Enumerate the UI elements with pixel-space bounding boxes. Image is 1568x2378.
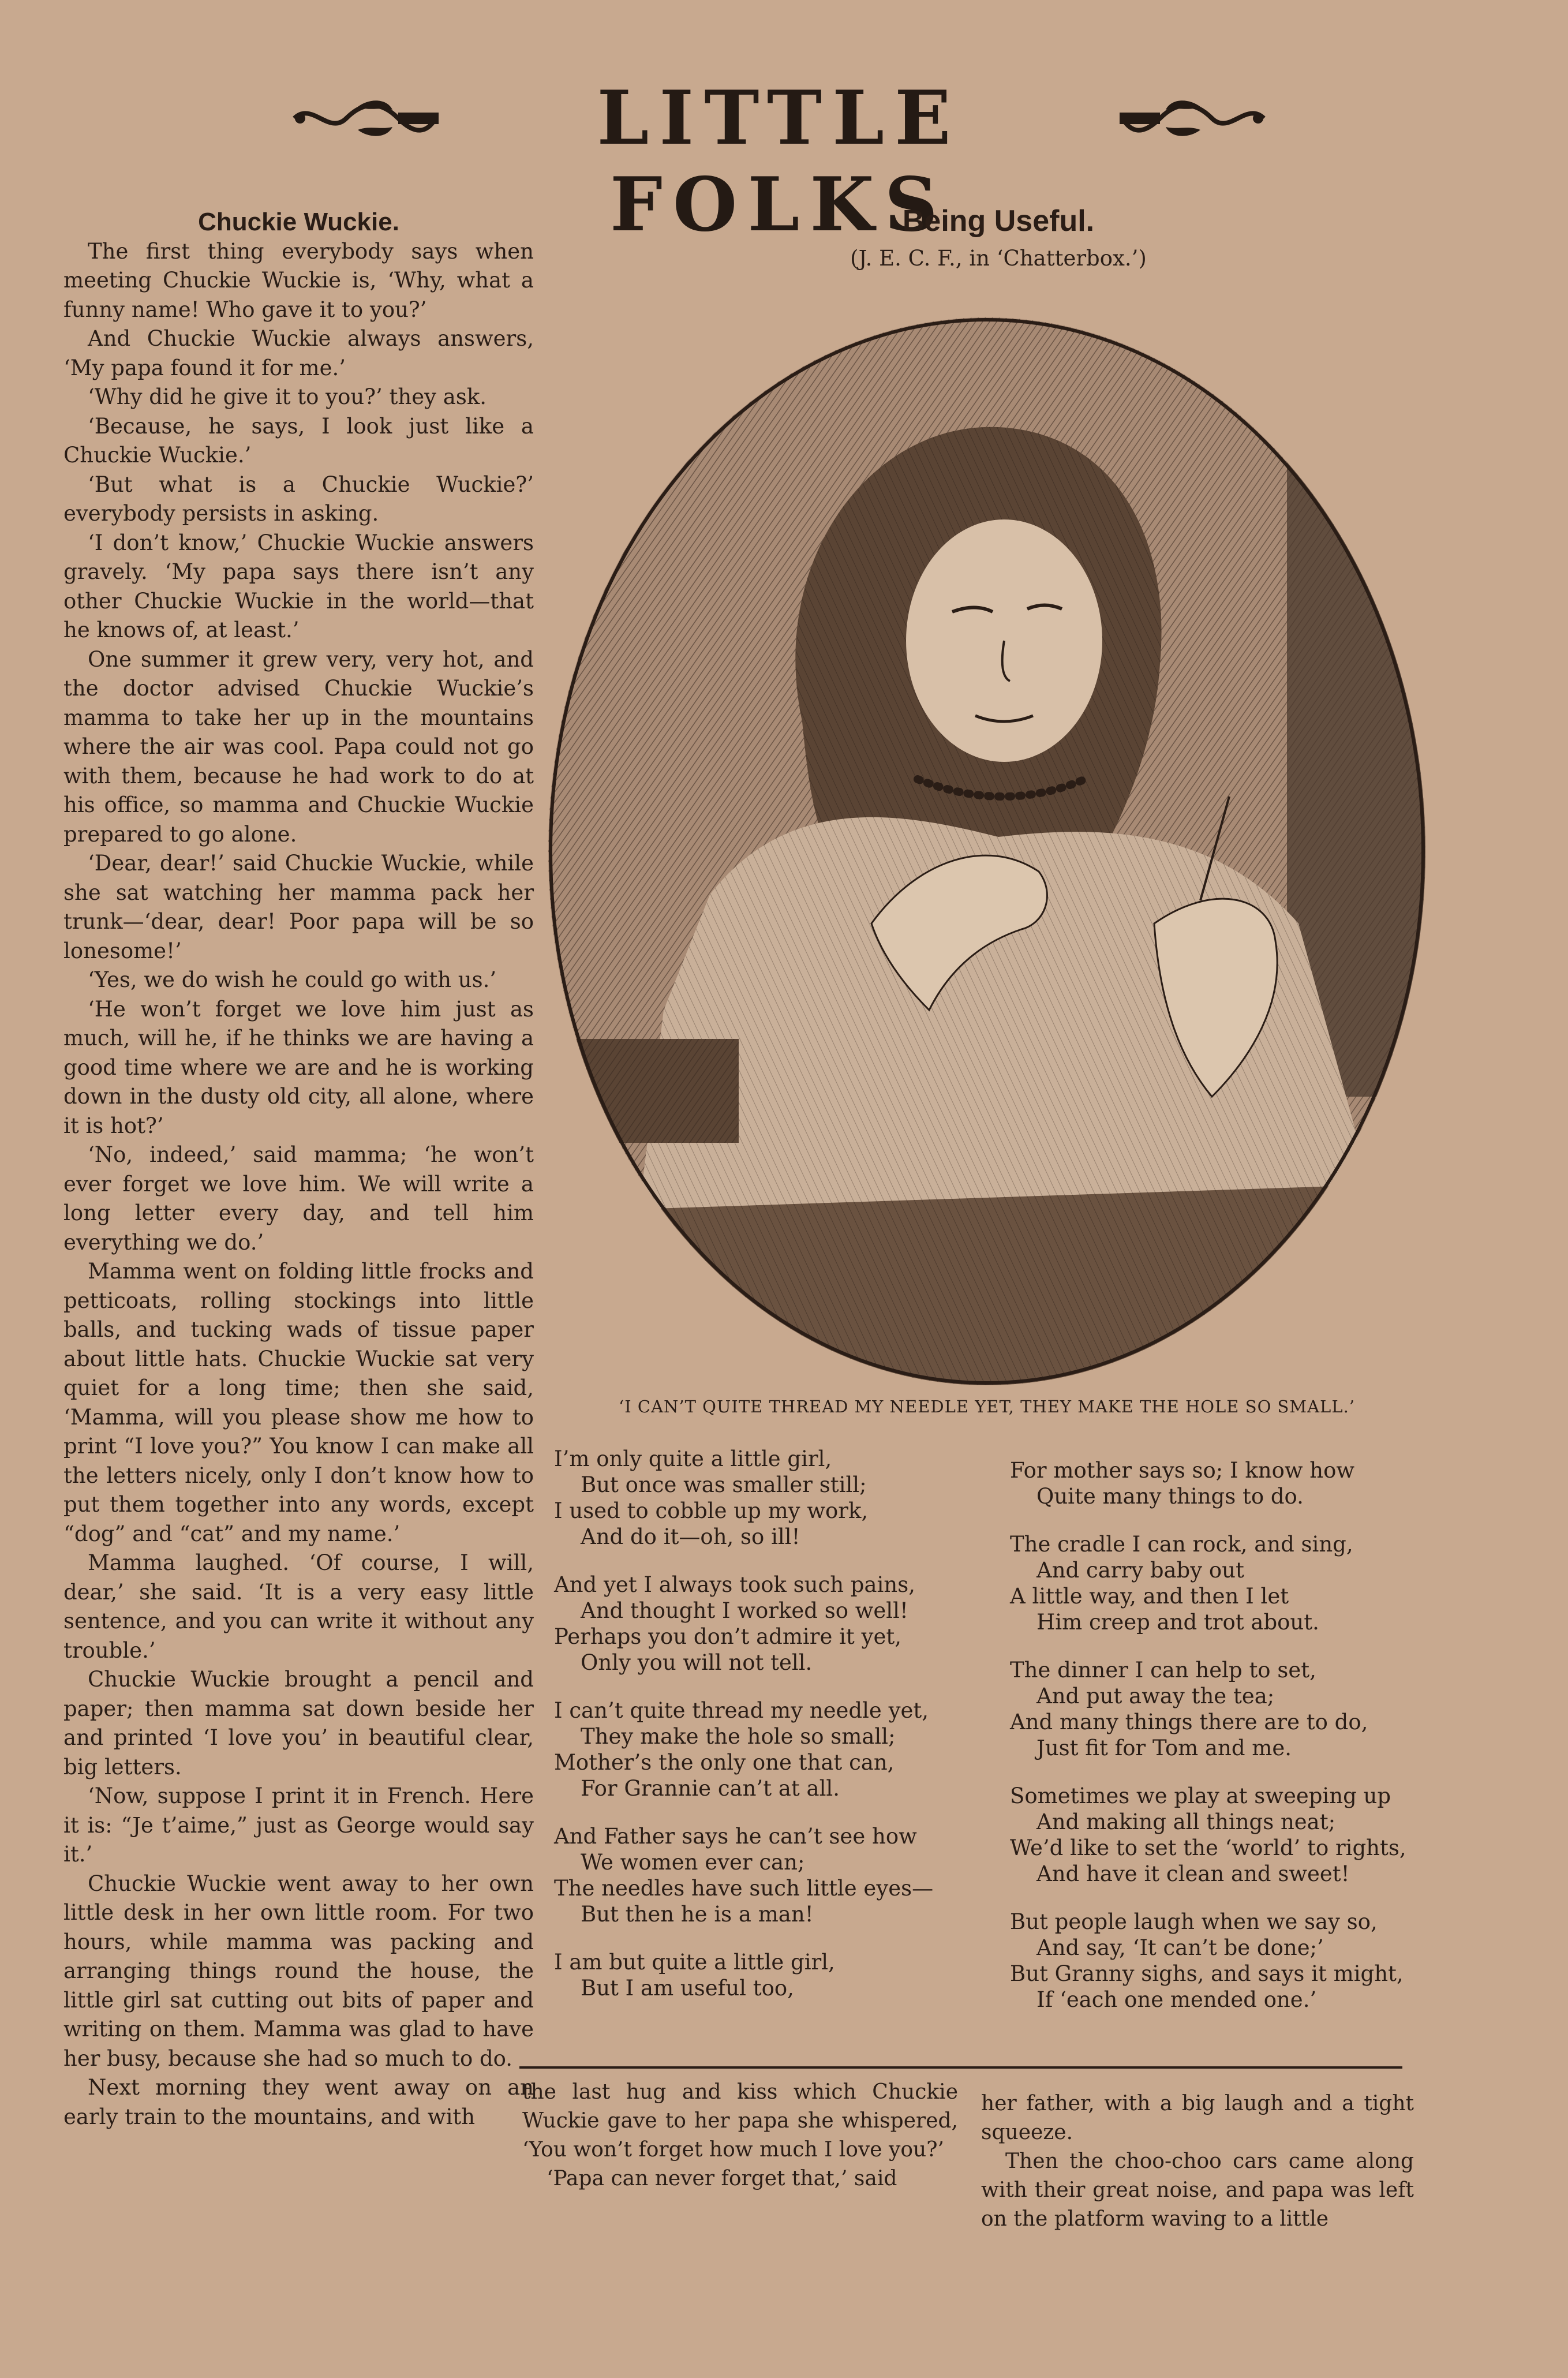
story-paragraph: ‘Why did he give it to you?’ they ask. — [88, 384, 487, 409]
poem-line: I am but quite a little girl, — [554, 1950, 835, 1975]
poem-stanza — [1010, 1909, 1425, 2013]
poem-stanza — [1010, 1783, 1425, 1887]
story-paragraph: ‘Papa can never forget that,’ said — [547, 2167, 897, 2190]
poem-line: And making all things neat; — [1036, 1809, 1336, 1834]
story-continuation-right — [981, 2089, 1414, 2234]
left-flourish-ornament — [289, 95, 439, 141]
poem-line: But I am useful too, — [581, 1976, 794, 2001]
poem-line: For Grannie can’t at all. — [581, 1776, 840, 1801]
poem-line: I can’t quite thread my needle yet, — [554, 1698, 929, 1723]
poem-stanza — [554, 1446, 993, 1550]
story-paragraph: ‘Now, suppose I print it in French. Here it is: “Je t’aime,” just as George would say it.’ — [63, 1784, 534, 1867]
story-continuation-middle — [522, 2078, 958, 2193]
poem-line: The cradle I can rock, and sing, — [1010, 1532, 1353, 1557]
poem-stanza — [1010, 1531, 1425, 1635]
poem-line: Mother’s the only one that can, — [554, 1750, 895, 1775]
poem-line: And do it—oh, so ill! — [581, 1524, 800, 1549]
poem-stanza — [1010, 1657, 1425, 1761]
poem-line: But once was smaller still; — [581, 1472, 867, 1497]
girl-threading-needle-engraving — [548, 317, 1425, 1385]
poem-stanza — [554, 1823, 993, 1927]
poem-line: And yet I always took such pains, — [554, 1572, 915, 1597]
poem-line: I’m only quite a little girl, — [554, 1446, 832, 1471]
poem-line: Perhaps you don’t admire it yet, — [554, 1624, 901, 1649]
poem-line: Quite many things to do. — [1036, 1484, 1304, 1509]
poem-line: Him creep and trot about. — [1036, 1610, 1319, 1635]
poem-stanza — [1010, 1457, 1425, 1509]
poem-line: And thought I worked so well! — [581, 1598, 908, 1623]
story-paragraph: Mamma laughed. ‘Of course, I will, dear,’ she said. ‘It is a very easy little sentence, and you can write it without any trouble.’ — [63, 1550, 534, 1663]
poem-column-right — [1010, 1457, 1425, 2035]
section-masthead-title: LITTLE FOLKS — [597, 75, 961, 248]
poem-column-left — [554, 1446, 993, 2023]
poem-title: Being Useful. — [902, 204, 1095, 238]
poem-line: And say, ‘It can’t be done;’ — [1036, 1935, 1324, 1960]
poem-stanza — [554, 1697, 993, 1801]
section-divider-rule — [519, 2066, 1402, 2069]
story-title: Chuckie Wuckie. — [198, 208, 399, 236]
story-paragraph: ‘Because, he says, I look just like a Chuckie Wuckie.’ — [63, 413, 534, 468]
poem-line: A little way, and then I let — [1010, 1584, 1289, 1609]
story-paragraph: Chuckie Wuckie brought a pencil and paper; then mamma sat down beside her and printed ‘I love you’ in beautiful clear, big letters. — [63, 1667, 534, 1779]
poem-line: Only you will not tell. — [581, 1650, 813, 1675]
story-paragraph: The first thing everybody says when meeting Chuckie Wuckie is, ‘Why, what a funny name! Who gave it to you?’ — [63, 238, 534, 322]
illustration-caption: ‘I CAN’T QUITE THREAD MY NEEDLE YET, THEY MAKE THE HOLE SO SMALL.’ — [618, 1397, 1356, 1416]
story-paragraph: And Chuckie Wuckie always answers, ‘My papa found it for me.’ — [63, 326, 534, 380]
poem-attribution: (J. E. C. F., in ‘Chatterbox.’) — [850, 246, 1147, 271]
story-paragraph: ‘I don’t know,’ Chuckie Wuckie answers gravely. ‘My papa says there isn’t any other Chuckie Wuckie in the world—that he knows of, at least.’ — [63, 530, 534, 642]
poem-line: I used to cobble up my work, — [554, 1498, 869, 1523]
poem-line: But people laugh when we say so, — [1010, 1909, 1378, 1934]
poem-line: If ‘each one mended one.’ — [1036, 1987, 1317, 2012]
poem-stanza — [554, 1572, 993, 1676]
story-paragraph: ‘But what is a Chuckie Wuckie?’ everybody persists in asking. — [63, 472, 534, 526]
story-paragraph: ‘Dear, dear!’ said Chuckie Wuckie, while she sat watching her mamma pack her trunk—‘dear, dear! Poor papa will be so lonesome!’ — [63, 851, 534, 963]
poem-line: But Granny sighs, and says it might, — [1010, 1961, 1404, 1986]
poem-line: And put away the tea; — [1036, 1684, 1275, 1708]
poem-line: For mother says so; I know how — [1010, 1458, 1355, 1483]
poem-line: We’d like to set the ‘world’ to rights, — [1010, 1835, 1406, 1860]
poem-stanza — [554, 1949, 993, 2001]
poem-line: And Father says he can’t see how — [554, 1824, 917, 1849]
story-paragraph: Next morning they went away on an early train to the mountains, and with — [63, 2075, 534, 2129]
poem-line: And have it clean and sweet! — [1036, 1861, 1350, 1886]
story-column-left — [63, 208, 534, 2132]
poem-header — [768, 201, 1229, 276]
poem-line: We women ever can; — [581, 1850, 805, 1875]
story-paragraph: ‘No, indeed,’ said mamma; ‘he won’t ever forget we love him. We will write a long letter every day, and tell him everything we do.’ — [63, 1142, 534, 1255]
right-flourish-ornament — [1120, 95, 1270, 141]
story-paragraph: her father, with a big laugh and a tight squeeze. — [981, 2092, 1414, 2144]
story-paragraph: Then the choo-choo cars came along with their great noise, and papa was left on the platform waving to a little — [981, 2149, 1414, 2231]
story-paragraph: the last hug and kiss which Chuckie Wuckie gave to her papa she whispered, ‘You won’t forget how much I love you?’ — [522, 2080, 958, 2162]
poem-line: The needles have such little eyes— — [554, 1876, 934, 1901]
story-paragraph: One summer it grew very, very hot, and the doctor advised Chuckie Wuckie’s mamma to take her up in the mountains where the air was cool. Papa could not go with them, because he had work to do at his office, so mamma and Chuckie Wuckie prepared to go alone. — [63, 646, 534, 847]
story-paragraph: ‘Yes, we do wish he could go with us.’ — [88, 967, 497, 992]
poem-line: Sometimes we play at sweeping up — [1010, 1784, 1391, 1808]
story-paragraph: Mamma went on folding little frocks and petticoats, rolling stockings into little balls, and tucking wads of tissue paper about little hats. Chuckie Wuckie sat very quiet for a long time; then she said, ‘Mamma, will you please show me how to print “I love you?” You know I can make all the letters nicely, only I don’t know how to put them together into any words, except “dog” and “cat” and my name.’ — [63, 1259, 534, 1546]
story-paragraph: ‘He won’t forget we love him just as much, will he, if he thinks we are having a good time where we are and he is working down in the dusty old city, all alone, where it is hot?’ — [63, 996, 534, 1138]
poem-line: But then he is a man! — [581, 1902, 814, 1927]
poem-line: And carry baby out — [1036, 1558, 1244, 1583]
poem-line: The dinner I can help to set, — [1010, 1658, 1316, 1682]
poem-line: They make the hole so small; — [581, 1724, 896, 1749]
poem-line: And many things there are to do, — [1010, 1710, 1368, 1734]
poem-line: Just fit for Tom and me. — [1036, 1736, 1292, 1760]
story-paragraph: Chuckie Wuckie went away to her own little desk in her own little room. For two hours, while mamma was packing and arranging things round the house, the little girl sat cutting out bits of paper and writing on them. Mamma was glad to have her busy, because she had so much to do. — [63, 1871, 534, 2071]
